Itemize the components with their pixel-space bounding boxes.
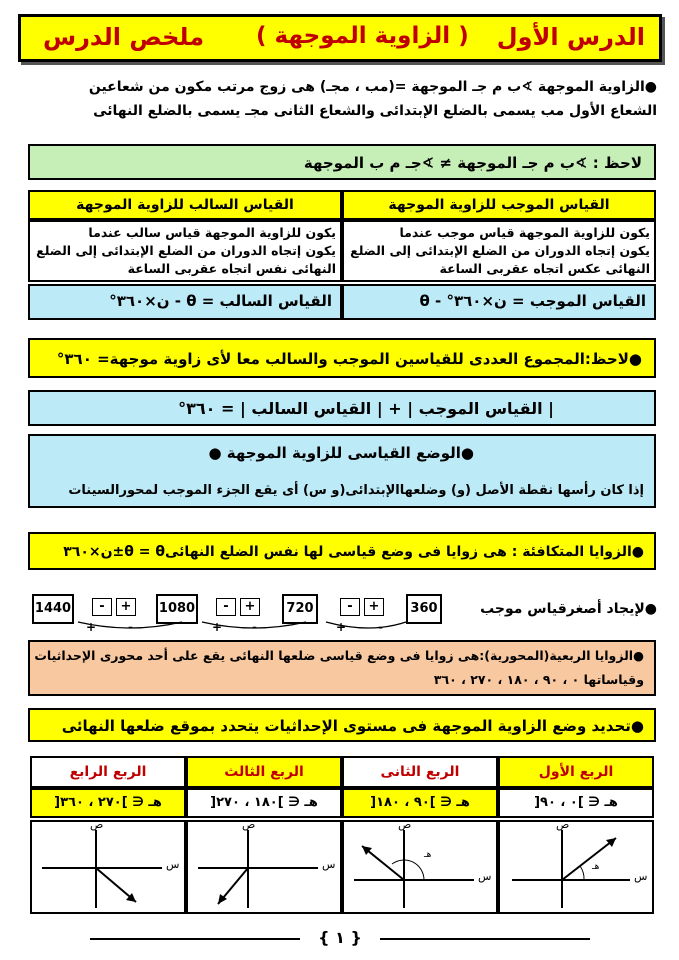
quadrant-1-header: الربع الأول (498, 756, 654, 788)
y-axis-label: ص (90, 818, 104, 831)
standard-position-text: إذا كان رأسها نقطة الأصل (و) وضلعهاالإبتدائى(و س) أى يقع الجزء الموجب لمحورالسينات (68, 483, 644, 498)
value-box-360: 360 (406, 594, 442, 624)
quadrant-1-range: هـ ∈ ]٠ ، ٩٠[ (498, 788, 654, 818)
positive-measure-header: القياس الموجب للزاوية الموجهة (342, 190, 656, 220)
bracket-right-icon: } (318, 928, 336, 947)
note-1-text: لاحظ : ∢ب م جـ الموجهة ≠ ∢جـ م ب الموجهة (303, 154, 642, 172)
sum-formula-box (28, 390, 656, 426)
negative-body-line: يكون للزاوية الموجهة قياس سالب عندما (88, 225, 336, 240)
y-axis-label: ص (398, 818, 412, 831)
quadrant-2-figure (342, 820, 498, 914)
note-box-1 (28, 144, 656, 180)
definition-line-1: ●الزاوية الموجهة‌ ∢ب م جـ الموجهة =(مب ، مجـ) هى زوج مرتب مكون من شعاعين (88, 79, 657, 95)
quadrant-2-axes (344, 822, 496, 912)
note-2-text: ●لاحظ:المجموع العددى للقياسين الموجب والسالب معا لأى زاوية موجهة= ٣٦٠° (56, 350, 642, 368)
smallest-positive-label: ●لإيجاد أصغرقياس موجب (480, 601, 657, 617)
negative-body-line: النهائى نفس اتجاه عقربى الساعة (127, 261, 336, 276)
stepper-arcs (70, 618, 410, 634)
angle-label: هـ (592, 862, 600, 872)
quadrant-1-figure (498, 820, 654, 914)
minus-sign: - (378, 620, 383, 634)
definition-line-2: الشعاع الأول مب يسمى بالضلع الإبتدائى والشعاع الثانى مجـ يسمى بالضلع النهائى (93, 103, 657, 119)
positive-body-line: يكون إتجاه الدوران من الضلع الإبتدائى إلى الضلع (350, 243, 650, 258)
quadrantal-box (28, 640, 656, 696)
y-axis-label: ص (556, 818, 570, 831)
quadrant-2-header: الربع الثانى (342, 756, 498, 788)
plus-sign: + (336, 620, 347, 634)
equivalent-angles-text: ●الزوايا المتكافئة : هى زوايا فى وضع قياسى لها نفس الضلع النهائىθ = θ±ن×٣٦٠ (63, 544, 644, 560)
quadrant-3-axes (188, 822, 340, 912)
footer-line-right (380, 938, 590, 940)
plus-button[interactable]: + (240, 598, 260, 616)
sum-formula: | القياس الموجب | + | القياس السالب | = ٣٦٠° (178, 399, 554, 418)
minus-button[interactable]: - (216, 598, 236, 616)
quadrant-1-axes (500, 822, 652, 912)
page-number (306, 928, 374, 947)
lesson-title: الدرس الأول (496, 23, 645, 51)
quadrant-4-axes (32, 822, 184, 912)
quadrant-2-range: هـ ∈ ]٩٠ ، ١٨٠[ (342, 788, 498, 818)
negative-body-line: يكون إتجاه الدوران من الضلع الإبتدائى إلى الضلع (36, 243, 336, 258)
negative-measure-formula: القياس السالب = θ - ن×٣٦٠° (28, 284, 342, 320)
minus-sign: - (252, 620, 257, 634)
positive-body-line: النهائى عكس اتجاه عقربى الساعة (439, 261, 650, 276)
plus-sign: + (86, 620, 97, 634)
positive-measure-formula: القياس الموجب = ن×٣٦٠° - θ (342, 284, 656, 320)
standard-position-title: ●الوضع القياسى للزاوية الموجهة ● (208, 444, 474, 462)
footer-line-left (90, 938, 300, 940)
page-number-value: ١ (335, 928, 345, 947)
quadrant-3-figure (186, 820, 342, 914)
negative-measure-header: القياس السالب للزاوية الموجهة (28, 190, 342, 220)
topic-title: ( الزاوية الموجهة ) (256, 23, 469, 49)
x-axis-label: س (166, 858, 180, 871)
quadrant-4-range: هـ ∈ ]٢٧٠ ، ٣٦٠[ (30, 788, 186, 818)
quadrant-4-figure (30, 820, 186, 914)
plus-button[interactable]: + (116, 598, 136, 616)
plus-button[interactable]: + (364, 598, 384, 616)
value-box-1440: 1440 (32, 594, 74, 624)
quadrantal-line-1: ●الزوايا الربعية(المحورية):هى زوايا فى وضع قياسى ضلعها النهائى يقع على أحد محورى الإحداثيات (34, 648, 644, 663)
summary-title: ملخص الدرس (43, 23, 205, 51)
value-box-1080: 1080 (156, 594, 198, 624)
x-axis-label: س (322, 858, 336, 871)
equivalent-angles-box (28, 532, 656, 570)
minus-sign: - (128, 620, 133, 634)
plus-sign: + (212, 620, 223, 634)
x-axis-label: س (634, 870, 648, 883)
page-header (18, 14, 662, 62)
note-box-2 (28, 338, 656, 378)
bracket-left-icon: { (344, 928, 362, 947)
quadrant-4-header: الربع الرابع (30, 756, 186, 788)
x-axis-label: س (478, 870, 492, 883)
quadrant-3-header: الربع الثالث (186, 756, 342, 788)
value-box-720: 720 (282, 594, 318, 624)
positive-measure-body (342, 220, 656, 282)
negative-measure-body (28, 220, 342, 282)
angle-label: هـ (424, 850, 432, 860)
quadrantal-line-2: وقياساتها ٠ ، ٩٠ ، ١٨٠ ، ٢٧٠ ، ٣٦٠ (433, 672, 644, 687)
position-title: ●تحديد وضع الزاوية الموجهة فى مستوى الإحداثيات يتحدد بموقع ضلعها النهائى (61, 717, 644, 735)
standard-position-box (28, 434, 656, 508)
quadrant-3-range: هـ ∈ ]١٨٠ ، ٢٧٠[ (186, 788, 342, 818)
minus-button[interactable]: - (340, 598, 360, 616)
position-title-box (28, 708, 656, 742)
positive-body-line: يكون للزاوية الموجهة قياس موجب عندما (399, 225, 650, 240)
y-axis-label: ص (242, 818, 256, 831)
minus-button[interactable]: - (92, 598, 112, 616)
